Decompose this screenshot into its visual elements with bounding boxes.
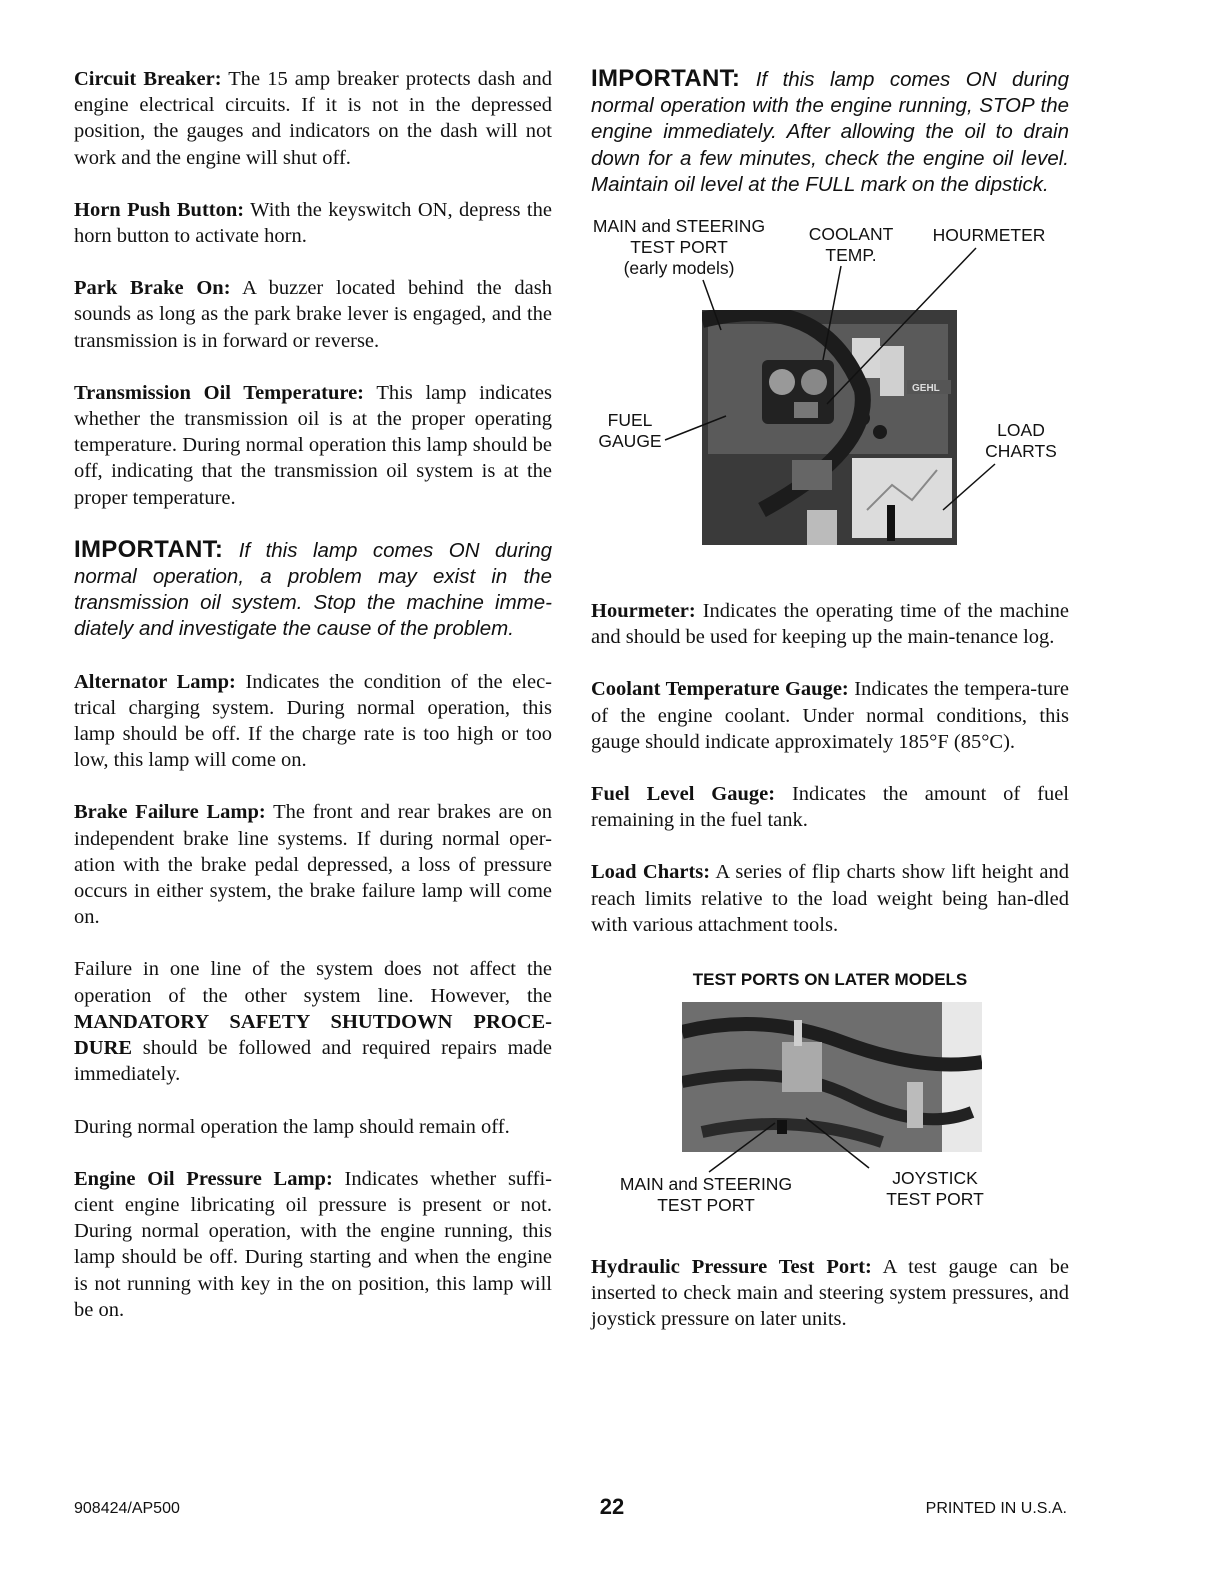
transmission-temp-paragraph	[74, 380, 552, 511]
important-text: If this lamp comes ON during normal operation, a problem may exist in the transmission oil system. Stop the machine imme-diately and investigate the cause of the problem.	[74, 538, 552, 641]
failure-line-paragraph	[74, 956, 552, 1087]
important-label: IMPORTANT:	[591, 65, 741, 92]
circuit-breaker-paragraph	[74, 66, 552, 171]
callout-line: JOYSTICK	[892, 1168, 978, 1189]
failure-line-text-a: Failure in one line of the system does not affect the operation of the other system line. However, the	[74, 958, 552, 1007]
remain-off-paragraph: During normal operation the lamp should remain off.	[74, 1115, 510, 1138]
load-charts-paragraph	[591, 859, 1069, 938]
page-number: 22	[599, 1494, 625, 1519]
alternator-heading: Alternator Lamp:	[74, 670, 236, 693]
safety-shutdown-procedure: MANDATORY SAFETY SHUTDOWN PROCE-DURE	[74, 1010, 552, 1060]
important-label: IMPORTANT:	[74, 535, 224, 563]
fuel-heading: Fuel Level Gauge:	[591, 783, 776, 806]
horn-text: With the keyswitch ON, depress the horn button to activate horn.	[74, 198, 552, 248]
park-brake-paragraph	[74, 275, 552, 354]
failure-line-text-b: should be followed and required repairs made immediately.	[74, 1037, 552, 1086]
left-column	[74, 66, 552, 1349]
oil-pressure-paragraph	[74, 1166, 552, 1323]
horn-paragraph	[74, 197, 552, 249]
hourmeter-text: Indicates the operating time of the machine and should be used for keeping up the main-tenance log.	[591, 600, 1069, 649]
callout-line: (early models)	[623, 258, 735, 279]
callout-line: TEMP.	[825, 245, 877, 266]
callout-line: TEST PORT	[886, 1189, 984, 1210]
hydraulic-paragraph	[591, 1254, 1069, 1333]
circuit-breaker-heading: Circuit Breaker:	[74, 68, 222, 90]
hydraulic-heading: Hydraulic Pressure Test Port:	[591, 1256, 872, 1279]
brake-failure-text: The front and rear brakes are on independent brake line systems. If during normal oper-ation with the brake pedal depressed, a loss of pressure occurs in either system, the brake failure lamp will come on.	[74, 801, 552, 929]
coolant-paragraph	[591, 676, 1069, 755]
brake-failure-heading: Brake Failure Lamp:	[74, 801, 266, 824]
hourmeter-heading: Hourmeter:	[591, 600, 696, 623]
load-charts-text: A series of flip charts show lift height and reach limits relative to the load weight being han-dled with various attachment tools.	[591, 861, 1069, 936]
callout-joystick-test-port	[875, 1168, 995, 1210]
coolant-heading: Coolant Temperature Gauge:	[591, 678, 849, 701]
callout-line: LOAD	[997, 420, 1045, 441]
transmission-temp-text: This lamp indicates whether the transmission oil is at the proper operating temperature. During normal operation this lamp should be off, indicating that the transmission oil system is at the proper temperature.	[74, 381, 552, 509]
test-ports-figure-title: TEST PORTS ON LATER MODELS	[692, 970, 968, 990]
callout-line: GAUGE	[598, 431, 662, 452]
printed-in-usa: PRINTED IN U.S.A.	[925, 1500, 1067, 1517]
callout-line: FUEL	[607, 410, 653, 431]
callout-line: MAIN and STEERING	[592, 216, 766, 237]
fuel-text: Indicates the amount of fuel remaining in the fuel tank.	[591, 783, 1069, 832]
alternator-paragraph	[74, 669, 552, 774]
callout-line: CHARTS	[985, 441, 1057, 462]
document-number: 908424/AP500	[74, 1500, 180, 1517]
oil-pressure-heading: Engine Oil Pressure Lamp:	[74, 1167, 333, 1190]
coolant-text: Indicates the tempera-ture of the engine coolant. Under normal conditions, this gauge should indicate approximately 185°F (85°C).	[591, 678, 1069, 753]
important-note-oil	[591, 66, 1069, 198]
important-note-transmission	[74, 537, 552, 643]
callout-line: TEST PORT	[657, 1195, 755, 1216]
horn-heading: Horn Push Button:	[74, 198, 245, 221]
callout-line: COOLANT	[808, 224, 894, 245]
alternator-text: Indicates the condition of the elec-trical charging system. During normal operation, this lamp should be off. If the charge rate is too high or too low, this lamp will come on.	[74, 670, 552, 772]
dashboard-figure	[591, 210, 1069, 576]
transmission-temp-heading: Transmission Oil Temperature:	[74, 381, 364, 404]
important-text: If this lamp comes ON during normal operation with the engine running, STOP the engine immediately. After allowing the oil to drain down for a few minutes, check the engine oil level. Maintain oil level at the FULL mark on the dipstick.	[591, 68, 1069, 196]
load-charts-heading: Load Charts:	[591, 861, 711, 884]
right-column	[591, 66, 1069, 1359]
park-brake-text: A buzzer located behind the dash sounds as long as the park brake lever is engaged, and the transmission is in forward or reverse.	[74, 277, 552, 352]
test-ports-figure	[591, 1002, 1069, 1232]
oil-pressure-text: Indicates whether suffi-cient engine libricating oil pressure is present or not. During normal operation, with the engine running, this lamp should be off. During starting and when the engine is not running with key in the on position, this lamp will be on.	[74, 1167, 552, 1321]
brake-failure-paragraph	[74, 799, 552, 930]
callout-line: TEST PORT	[630, 237, 728, 258]
callout-main-steering-later	[611, 1174, 801, 1216]
callout-hourmeter: HOURMETER	[932, 225, 1046, 246]
park-brake-heading: Park Brake On:	[74, 277, 231, 300]
hourmeter-paragraph	[591, 598, 1069, 650]
hydraulic-text: A test gauge can be inserted to check main and steering system pressures, and joystick pressure on later units.	[591, 1256, 1069, 1331]
brand-plate-text: GEHL	[912, 383, 940, 395]
fuel-paragraph	[591, 781, 1069, 833]
circuit-breaker-text: The 15 amp breaker protects dash and engine electrical circuits. If it is not in the depressed position, the gauges and indicators on the dash will not work and the engine will shut off.	[74, 68, 552, 169]
callout-leader-lines	[591, 210, 1069, 576]
callout-line: MAIN and STEERING	[619, 1174, 793, 1195]
